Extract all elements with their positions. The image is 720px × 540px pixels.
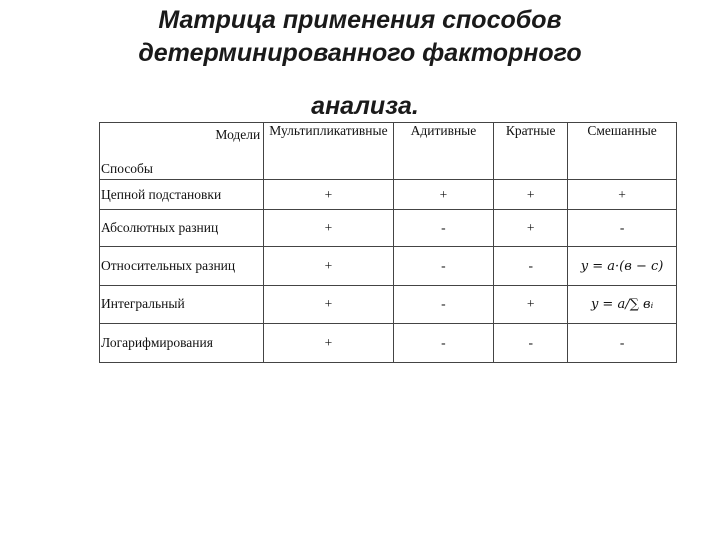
table-cell: + bbox=[494, 180, 568, 209]
row-method-name: Абсолютных разниц bbox=[100, 209, 264, 246]
table-cell: - bbox=[393, 286, 494, 323]
table-cell: - bbox=[393, 323, 494, 362]
slide-title bbox=[0, 4, 720, 123]
table-cell: - bbox=[568, 209, 677, 246]
table-cell: + bbox=[568, 180, 677, 209]
formula-cell: y = a/∑ вᵢ bbox=[568, 286, 677, 323]
table-cell: + bbox=[494, 286, 568, 323]
table-cell: + bbox=[264, 323, 393, 362]
table-cell: + bbox=[264, 247, 393, 286]
corner-cell bbox=[100, 123, 264, 180]
table-cell: + bbox=[264, 286, 393, 323]
title-line-1: Матрица применения способов bbox=[158, 6, 562, 34]
row-method-name: Относительных разниц bbox=[100, 247, 264, 286]
column-header: Адитивные bbox=[393, 123, 494, 180]
row-method-name: Цепной подстановки bbox=[100, 180, 264, 209]
row-method-name: Логарифмирования bbox=[100, 323, 264, 362]
table-cell: - bbox=[568, 323, 677, 362]
table-row bbox=[100, 209, 677, 246]
corner-methods-label: Способы bbox=[101, 161, 153, 177]
table-cell: + bbox=[393, 180, 494, 209]
corner-models-label: Модели bbox=[215, 127, 261, 142]
row-method-name: Интегральный bbox=[100, 286, 264, 323]
table-cell: - bbox=[393, 209, 494, 246]
column-header: Смешанные bbox=[568, 123, 677, 180]
title-line-3: анализа. bbox=[311, 92, 419, 120]
table-header-row bbox=[100, 123, 677, 180]
table-row bbox=[100, 286, 677, 323]
table-row bbox=[100, 247, 677, 286]
column-header: Мультипликативные bbox=[264, 123, 393, 180]
table-cell: - bbox=[494, 323, 568, 362]
table-cell: + bbox=[264, 180, 393, 209]
column-header: Кратные bbox=[494, 123, 568, 180]
table-cell: - bbox=[393, 247, 494, 286]
table-cell: + bbox=[494, 209, 568, 246]
formula-cell: y = a·(в − c) bbox=[568, 247, 677, 286]
matrix-table bbox=[99, 122, 677, 363]
table-cell: + bbox=[264, 209, 393, 246]
table-row bbox=[100, 180, 677, 209]
table-row bbox=[100, 323, 677, 362]
title-line-2: детерминированного факторного bbox=[138, 39, 582, 67]
table-cell: - bbox=[494, 247, 568, 286]
